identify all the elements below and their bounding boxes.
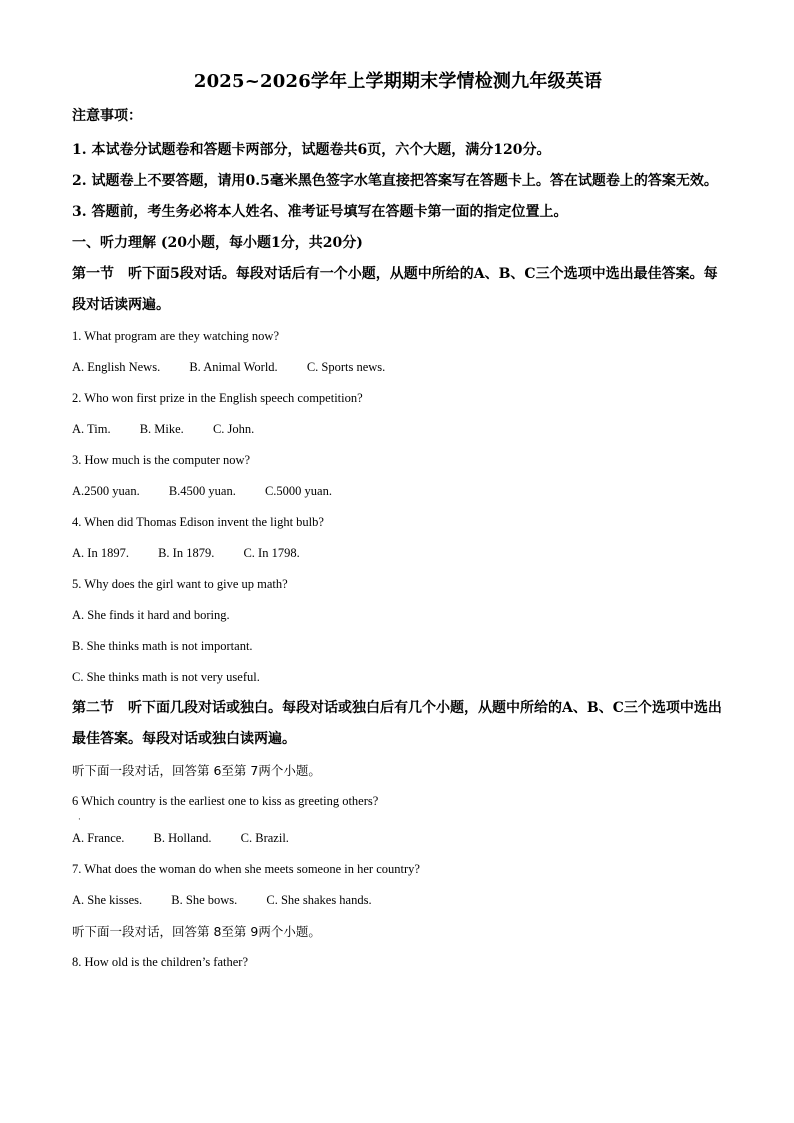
- option-c: C.5000 yuan.: [264, 484, 332, 498]
- section1-heading: 第一节 听下面5段对话。每段对话后有一个小题，从题中所给的A、B、C三个选项中选出最佳答案。每段对话读两遍。: [72, 266, 718, 313]
- notice-item-1: 1. 本试卷分试题卷和答题卡两部分，试题卷共6页，六个大题，满分120分。: [72, 142, 551, 158]
- question-4-options: [72, 538, 724, 569]
- option-b: B. Mike.: [139, 422, 184, 436]
- question-5-option-b: B. She thinks math is not important.: [72, 639, 253, 653]
- dialogue-intro-8-9: 听下面一段对话，回答第 8至第 9两个小题。: [72, 924, 321, 939]
- option-b: B. Animal World.: [189, 360, 278, 374]
- option-a: A. France.: [72, 831, 125, 845]
- question-6-options: [72, 823, 724, 854]
- question-7-options: [72, 885, 724, 916]
- option-a: A. She kisses.: [72, 893, 143, 907]
- question-1: 1. What program are they watching now?: [72, 329, 279, 343]
- question-5: 5. Why does the girl want to give up math?: [72, 577, 288, 591]
- section2-heading: 第二节 听下面几段对话或独白。每段对话或独白后有几个小题，从题中所给的A、B、C三个选项中选出最佳答案。每段对话或独白读两遍。: [72, 700, 722, 747]
- exam-title: 2025~2026学年上学期期末学情检测九年级英语: [193, 71, 603, 92]
- question-3: 3. How much is the computer now?: [72, 453, 251, 467]
- option-a: A. Tim.: [72, 422, 111, 436]
- stray-dot: ·: [78, 815, 81, 825]
- notice-item-2: 2. 试题卷上不要答题，请用0.5毫米黑色签字水笔直接把答案写在答题卡上。答在试题卷上的答案无效。: [72, 173, 718, 189]
- option-c: C. Sports news.: [306, 360, 386, 374]
- option-b: B. She bows.: [171, 893, 238, 907]
- question-4: 4. When did Thomas Edison invent the light bulb?: [72, 515, 324, 529]
- question-2-options: [72, 414, 724, 445]
- question-1-options: [72, 352, 724, 383]
- option-c: C. John.: [212, 422, 255, 436]
- question-2: 2. Who won first prize in the English speech competition?: [72, 391, 363, 405]
- option-b: B. In 1879.: [158, 546, 215, 560]
- question-7: 7. What does the woman do when she meets someone in her country?: [72, 862, 420, 876]
- option-c: C. In 1798.: [243, 546, 300, 560]
- question-8: 8. How old is the children’s father?: [72, 955, 248, 969]
- option-c: C. Brazil.: [240, 831, 289, 845]
- option-c: C. She shakes hands.: [266, 893, 372, 907]
- option-a: A.2500 yuan.: [72, 484, 140, 498]
- question-5-option-a: A. She finds it hard and boring.: [72, 608, 230, 622]
- notice-item-3: 3. 答题前，考生务必将本人姓名、准考证号填写在答题卡第一面的指定位置上。: [72, 204, 568, 220]
- part1-heading: 一、听力理解 (20小题，每小题1分，共20分): [72, 235, 363, 251]
- option-a: A. English News.: [72, 360, 161, 374]
- option-b: B.4500 yuan.: [168, 484, 236, 498]
- question-5-option-c: C. She thinks math is not very useful.: [72, 670, 260, 684]
- question-3-options: [72, 476, 724, 507]
- option-b: B. Holland.: [153, 831, 212, 845]
- option-a: A. In 1897.: [72, 546, 129, 560]
- question-6: 6 Which country is the earliest one to kiss as greeting others?: [72, 794, 379, 808]
- dialogue-intro-6-7: 听下面一段对话，回答第 6至第 7两个小题。: [72, 763, 321, 778]
- notice-heading: 注意事项：: [72, 108, 142, 124]
- exam-page: [72, 62, 724, 978]
